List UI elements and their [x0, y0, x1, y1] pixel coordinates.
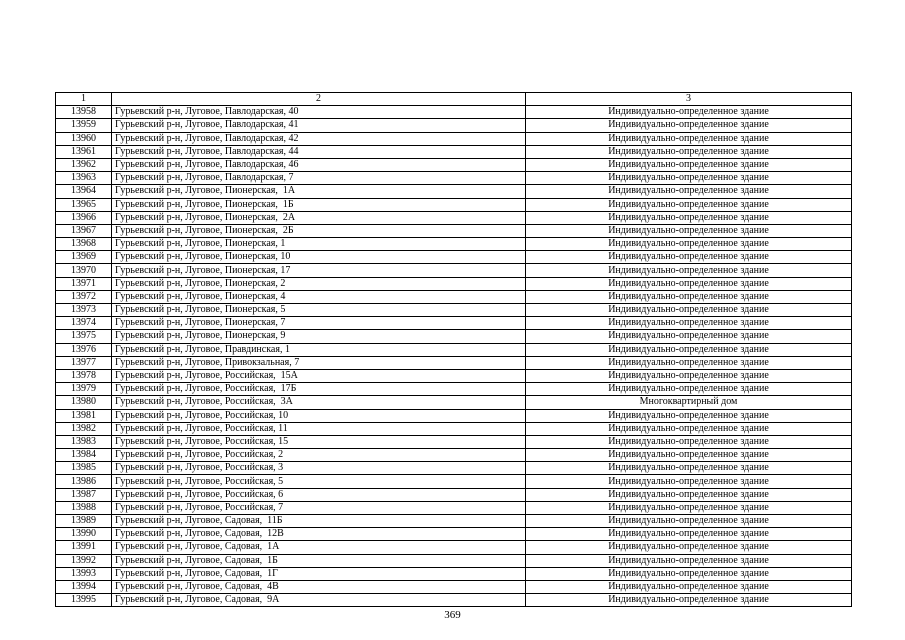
address-cell: Гурьевский р-н, Луговое, Российская, 17Б: [112, 383, 526, 396]
page-number: 369: [444, 609, 461, 621]
object-type-cell: Индивидуально-определенное здание: [526, 277, 852, 290]
column-header-2: 2: [112, 93, 526, 106]
document-page: [55, 92, 851, 607]
table-row: [56, 304, 852, 317]
address-cell: Гурьевский р-н, Луговое, Пионерская, 4: [112, 290, 526, 303]
registry-number-cell: 13969: [56, 251, 112, 264]
registry-number-cell: 13990: [56, 528, 112, 541]
address-cell: Гурьевский р-н, Луговое, Пионерская, 9: [112, 330, 526, 343]
object-type-cell: Индивидуально-определенное здание: [526, 580, 852, 593]
registry-number-cell: 13961: [56, 145, 112, 158]
table-row: [56, 119, 852, 132]
object-type-cell: Индивидуально-определенное здание: [526, 290, 852, 303]
address-cell: Гурьевский р-н, Луговое, Пионерская, 1Б: [112, 198, 526, 211]
registry-number-cell: 13968: [56, 238, 112, 251]
address-cell: Гурьевский р-н, Луговое, Павлодарская, 46: [112, 158, 526, 171]
object-type-cell: Индивидуально-определенное здание: [526, 158, 852, 171]
table-row: [56, 383, 852, 396]
object-type-cell: Индивидуально-определенное здание: [526, 541, 852, 554]
header-row: [56, 93, 852, 106]
object-type-cell: Индивидуально-определенное здание: [526, 317, 852, 330]
table-row: [56, 567, 852, 580]
object-type-cell: Индивидуально-определенное здание: [526, 238, 852, 251]
table-row: [56, 435, 852, 448]
address-cell: Гурьевский р-н, Луговое, Павлодарская, 40: [112, 106, 526, 119]
object-type-cell: Индивидуально-определенное здание: [526, 488, 852, 501]
table-row: [56, 132, 852, 145]
address-cell: Гурьевский р-н, Луговое, Садовая, 4В: [112, 580, 526, 593]
property-registry-table: [55, 92, 852, 607]
table-row: [56, 369, 852, 382]
table-row: [56, 185, 852, 198]
address-cell: Гурьевский р-н, Луговое, Российская, 3А: [112, 396, 526, 409]
object-type-cell: Индивидуально-определенное здание: [526, 594, 852, 607]
registry-number-cell: 13986: [56, 475, 112, 488]
registry-number-cell: 13965: [56, 198, 112, 211]
table-header: [56, 93, 852, 106]
object-type-cell: Индивидуально-определенное здание: [526, 567, 852, 580]
address-cell: Гурьевский р-н, Луговое, Павлодарская, 7: [112, 172, 526, 185]
registry-number-cell: 13959: [56, 119, 112, 132]
address-cell: Гурьевский р-н, Луговое, Российская, 10: [112, 409, 526, 422]
address-cell: Гурьевский р-н, Луговое, Пионерская, 1А: [112, 185, 526, 198]
object-type-cell: Индивидуально-определенное здание: [526, 475, 852, 488]
table-row: [56, 501, 852, 514]
address-cell: Гурьевский р-н, Луговое, Российская, 15А: [112, 369, 526, 382]
registry-number-cell: 13985: [56, 462, 112, 475]
address-cell: Гурьевский р-н, Луговое, Пионерская, 7: [112, 317, 526, 330]
table-row: [56, 224, 852, 237]
registry-number-cell: 13983: [56, 435, 112, 448]
table-row: [56, 580, 852, 593]
registry-number-cell: 13967: [56, 224, 112, 237]
table-body: [56, 106, 852, 607]
registry-number-cell: 13970: [56, 264, 112, 277]
table-row: [56, 238, 852, 251]
object-type-cell: Индивидуально-определенное здание: [526, 528, 852, 541]
object-type-cell: Индивидуально-определенное здание: [526, 106, 852, 119]
address-cell: Гурьевский р-н, Луговое, Правдинская, 1: [112, 343, 526, 356]
object-type-cell: Индивидуально-определенное здание: [526, 198, 852, 211]
registry-number-cell: 13971: [56, 277, 112, 290]
object-type-cell: Индивидуально-определенное здание: [526, 409, 852, 422]
registry-number-cell: 13962: [56, 158, 112, 171]
registry-number-cell: 13978: [56, 369, 112, 382]
registry-number-cell: 13972: [56, 290, 112, 303]
registry-number-cell: 13975: [56, 330, 112, 343]
address-cell: Гурьевский р-н, Луговое, Пионерская, 1: [112, 238, 526, 251]
column-header-3: 3: [526, 93, 852, 106]
table-row: [56, 475, 852, 488]
table-row: [56, 172, 852, 185]
table-row: [56, 106, 852, 119]
table-row: [56, 158, 852, 171]
address-cell: Гурьевский р-н, Луговое, Пионерская, 17: [112, 264, 526, 277]
table-row: [56, 277, 852, 290]
column-header-1: 1: [56, 93, 112, 106]
registry-number-cell: 13987: [56, 488, 112, 501]
object-type-cell: Индивидуально-определенное здание: [526, 369, 852, 382]
table-row: [56, 594, 852, 607]
registry-number-cell: 13966: [56, 211, 112, 224]
registry-number-cell: 13980: [56, 396, 112, 409]
object-type-cell: Индивидуально-определенное здание: [526, 224, 852, 237]
table-row: [56, 528, 852, 541]
object-type-cell: Индивидуально-определенное здание: [526, 185, 852, 198]
address-cell: Гурьевский р-н, Луговое, Пионерская, 2А: [112, 211, 526, 224]
object-type-cell: Индивидуально-определенное здание: [526, 145, 852, 158]
table-row: [56, 409, 852, 422]
object-type-cell: Индивидуально-определенное здание: [526, 304, 852, 317]
table-row: [56, 290, 852, 303]
table-row: [56, 541, 852, 554]
registry-number-cell: 13976: [56, 343, 112, 356]
object-type-cell: Индивидуально-определенное здание: [526, 554, 852, 567]
object-type-cell: Индивидуально-определенное здание: [526, 343, 852, 356]
registry-number-cell: 13995: [56, 594, 112, 607]
registry-number-cell: 13977: [56, 356, 112, 369]
address-cell: Гурьевский р-н, Луговое, Павлодарская, 42: [112, 132, 526, 145]
registry-number-cell: 13960: [56, 132, 112, 145]
table-row: [56, 554, 852, 567]
address-cell: Гурьевский р-н, Луговое, Садовая, 11Б: [112, 515, 526, 528]
table-row: [56, 317, 852, 330]
object-type-cell: Индивидуально-определенное здание: [526, 251, 852, 264]
address-cell: Гурьевский р-н, Луговое, Садовая, 1Б: [112, 554, 526, 567]
table-row: [56, 488, 852, 501]
table-row: [56, 449, 852, 462]
object-type-cell: Многоквартирный дом: [526, 396, 852, 409]
registry-number-cell: 13992: [56, 554, 112, 567]
table-row: [56, 356, 852, 369]
table-row: [56, 330, 852, 343]
address-cell: Гурьевский р-н, Луговое, Привокзальная, 7: [112, 356, 526, 369]
object-type-cell: Индивидуально-определенное здание: [526, 501, 852, 514]
registry-number-cell: 13963: [56, 172, 112, 185]
object-type-cell: Индивидуально-определенное здание: [526, 515, 852, 528]
object-type-cell: Индивидуально-определенное здание: [526, 383, 852, 396]
registry-number-cell: 13991: [56, 541, 112, 554]
address-cell: Гурьевский р-н, Луговое, Пионерская, 2: [112, 277, 526, 290]
object-type-cell: Индивидуально-определенное здание: [526, 449, 852, 462]
address-cell: Гурьевский р-н, Луговое, Российская, 11: [112, 422, 526, 435]
address-cell: Гурьевский р-н, Луговое, Садовая, 1А: [112, 541, 526, 554]
table-row: [56, 251, 852, 264]
table-row: [56, 211, 852, 224]
registry-number-cell: 13958: [56, 106, 112, 119]
address-cell: Гурьевский р-н, Луговое, Российская, 3: [112, 462, 526, 475]
address-cell: Гурьевский р-н, Луговое, Пионерская, 5: [112, 304, 526, 317]
table-row: [56, 198, 852, 211]
registry-number-cell: 13982: [56, 422, 112, 435]
registry-number-cell: 13988: [56, 501, 112, 514]
table-row: [56, 396, 852, 409]
address-cell: Гурьевский р-н, Луговое, Российская, 5: [112, 475, 526, 488]
registry-number-cell: 13994: [56, 580, 112, 593]
object-type-cell: Индивидуально-определенное здание: [526, 172, 852, 185]
address-cell: Гурьевский р-н, Луговое, Российская, 6: [112, 488, 526, 501]
address-cell: Гурьевский р-н, Луговое, Российская, 7: [112, 501, 526, 514]
address-cell: Гурьевский р-н, Луговое, Садовая, 9А: [112, 594, 526, 607]
table-row: [56, 462, 852, 475]
registry-number-cell: 13974: [56, 317, 112, 330]
object-type-cell: Индивидуально-определенное здание: [526, 264, 852, 277]
address-cell: Гурьевский р-н, Луговое, Садовая, 12В: [112, 528, 526, 541]
address-cell: Гурьевский р-н, Луговое, Пионерская, 10: [112, 251, 526, 264]
registry-number-cell: 13993: [56, 567, 112, 580]
address-cell: Гурьевский р-н, Луговое, Российская, 2: [112, 449, 526, 462]
object-type-cell: Индивидуально-определенное здание: [526, 132, 852, 145]
table-row: [56, 515, 852, 528]
registry-number-cell: 13984: [56, 449, 112, 462]
address-cell: Гурьевский р-н, Луговое, Павлодарская, 44: [112, 145, 526, 158]
object-type-cell: Индивидуально-определенное здание: [526, 211, 852, 224]
table-row: [56, 145, 852, 158]
object-type-cell: Индивидуально-определенное здание: [526, 356, 852, 369]
address-cell: Гурьевский р-н, Луговое, Павлодарская, 41: [112, 119, 526, 132]
table-row: [56, 422, 852, 435]
address-cell: Гурьевский р-н, Луговое, Садовая, 1Г: [112, 567, 526, 580]
object-type-cell: Индивидуально-определенное здание: [526, 119, 852, 132]
registry-number-cell: 13981: [56, 409, 112, 422]
registry-number-cell: 13989: [56, 515, 112, 528]
address-cell: Гурьевский р-н, Луговое, Пионерская, 2Б: [112, 224, 526, 237]
registry-number-cell: 13964: [56, 185, 112, 198]
registry-number-cell: 13979: [56, 383, 112, 396]
object-type-cell: Индивидуально-определенное здание: [526, 435, 852, 448]
object-type-cell: Индивидуально-определенное здание: [526, 422, 852, 435]
table-row: [56, 264, 852, 277]
object-type-cell: Индивидуально-определенное здание: [526, 462, 852, 475]
object-type-cell: Индивидуально-определенное здание: [526, 330, 852, 343]
registry-number-cell: 13973: [56, 304, 112, 317]
address-cell: Гурьевский р-н, Луговое, Российская, 15: [112, 435, 526, 448]
table-row: [56, 343, 852, 356]
